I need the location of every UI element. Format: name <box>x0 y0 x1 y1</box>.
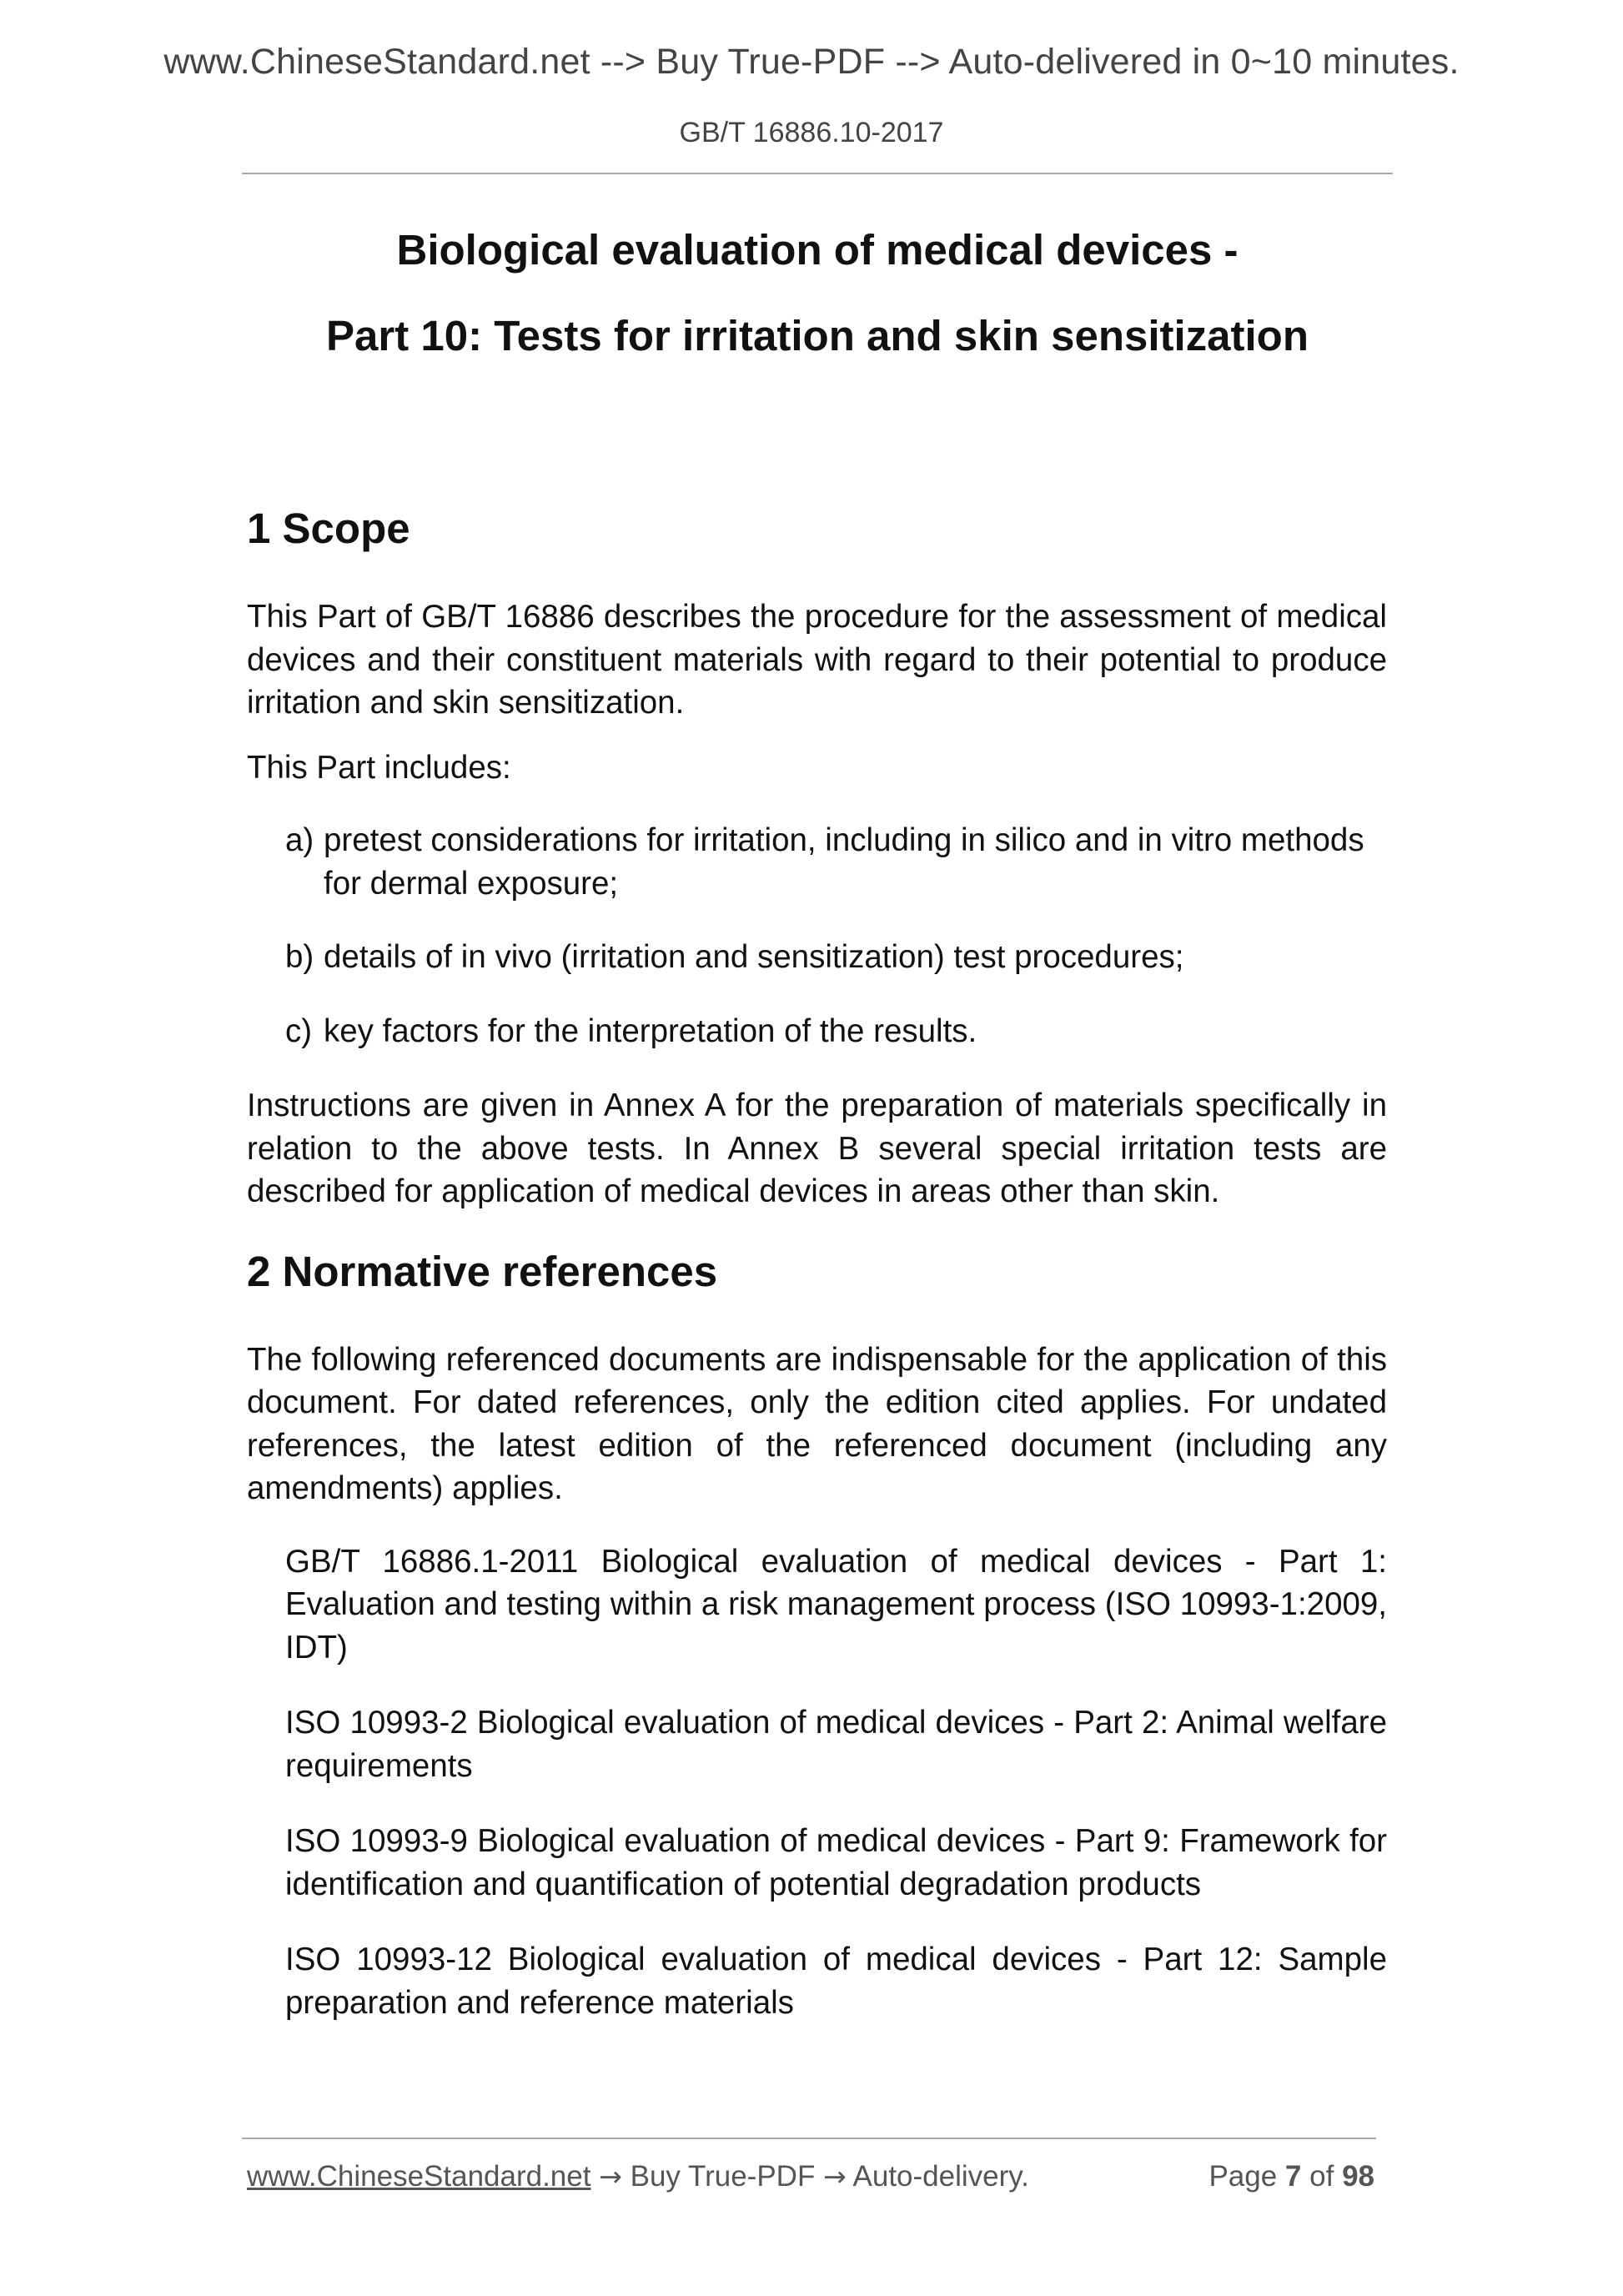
scope-paragraph-3: Instructions are given in Annex A for the preparation of materials specifically in relation to the above tests. In Annex B several special irritation tests are described for application of medical devices in areas other than skin. <box>247 1088 1387 1209</box>
reference-item: GB/T 16886.1-2011 Biological evaluation of medical devices - Part 1: Evaluation and testing within a risk management process (ISO 10993-1:2009, IDT) <box>285 1543 1387 1665</box>
list-text: details of in vivo (irritation and sensitization) test procedures; <box>324 939 1184 975</box>
footer-delivery-text: Auto-delivery. <box>852 2160 1029 2193</box>
scope-paragraph-2: This Part includes: <box>247 749 511 786</box>
footer-divider <box>242 2138 1376 2139</box>
arrow-right-icon: → <box>823 2160 847 2193</box>
scope-paragraph-1: This Part of GB/T 16886 describes the procedure for the assessment of medical devices and their constituent materials with regard to their potential to produce irritation and skin sensitization. <box>247 599 1387 721</box>
reference-item: ISO 10993-2 Biological evaluation of medical devices - Part 2: Animal welfare requirements <box>285 1705 1387 1784</box>
of-label: of <box>1309 2160 1334 2193</box>
list-item <box>247 1010 1387 1053</box>
page-indicator <box>1208 2160 1374 2193</box>
reference-item: ISO 10993-9 Biological evaluation of medical devices - Part 9: Framework for identification and quantification of potential degradation products <box>285 1823 1387 1902</box>
footer-buy-text: Buy True-PDF <box>630 2160 816 2193</box>
list-marker: a) <box>285 822 314 858</box>
document-title-line-2: Part 10: Tests for irritation and skin sensitization <box>326 312 1309 359</box>
list-item <box>247 819 1387 905</box>
page-number: 7 <box>1284 2160 1302 2193</box>
top-banner: www.ChineseStandard.net --> Buy True-PDF --> Auto-delivered in 0~10 minutes. <box>163 42 1460 82</box>
section-heading-scope: 1 Scope <box>247 505 410 552</box>
page-label: Page <box>1208 2160 1278 2193</box>
page-total: 98 <box>1342 2160 1374 2193</box>
scope-list <box>247 819 1387 1053</box>
list-marker: b) <box>285 939 314 975</box>
header-divider <box>242 173 1393 174</box>
list-item <box>247 936 1387 979</box>
normative-intro: The following referenced documents are indispensable for the application of this document. For dated references, only the edition cited applies. For undated references, the latest edition of the referenced document (including any amendments) applies. <box>247 1341 1387 1506</box>
page-content <box>247 500 1387 2024</box>
list-text: key factors for the interpretation of the results. <box>324 1012 977 1049</box>
section-heading-normative-references: 2 Normative references <box>247 1247 718 1295</box>
list-marker: c) <box>285 1012 313 1049</box>
list-text: pretest considerations for irritation, including in silico and in vitro methods for dermal exposure; <box>324 822 1364 902</box>
standard-code: GB/T 16886.10-2017 <box>679 117 944 148</box>
footer-site-link[interactable]: www.ChineseStandard.net <box>247 2160 591 2193</box>
reference-item: ISO 10993-12 Biological evaluation of medical devices - Part 12: Sample preparation and reference materials <box>285 1942 1387 2021</box>
footer-left <box>247 2160 1029 2193</box>
arrow-right-icon: → <box>599 2160 622 2193</box>
page-footer <box>247 2160 1374 2193</box>
document-title-line-1: Biological evaluation of medical devices - <box>396 226 1239 274</box>
